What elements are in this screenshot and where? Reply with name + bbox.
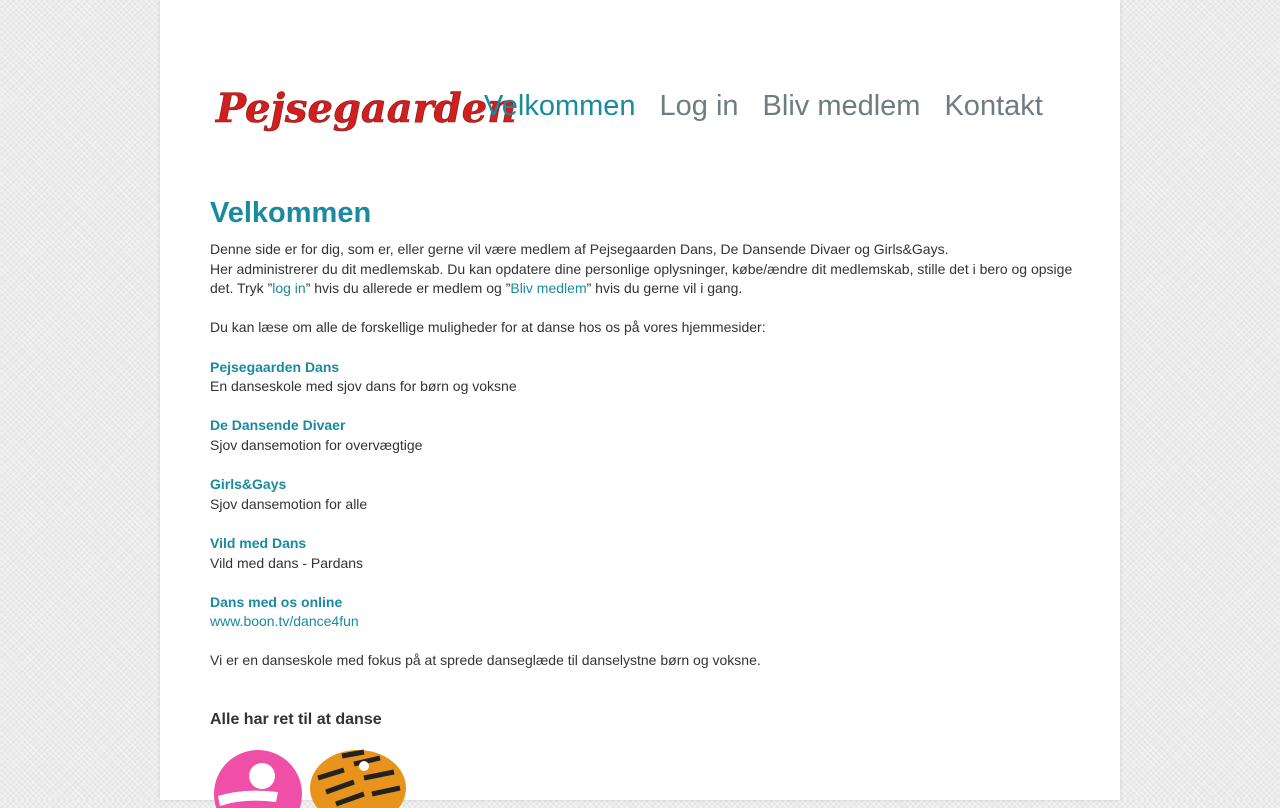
section-vild-med-dans xyxy=(210,534,1080,573)
boon-tv-link[interactable]: www.boon.tv/dance4fun xyxy=(210,613,359,630)
login-link[interactable]: log in xyxy=(272,280,306,297)
section-de-dansende-divaer xyxy=(210,416,1080,455)
section-description: Sjov dansemotion for alle xyxy=(210,495,368,512)
closing-text: Vi er en danseskole med fokus på at sprede dansеglæde til danselystne børn og voksne. xyxy=(210,652,761,669)
site-header xyxy=(160,0,1120,170)
nav-log-in[interactable]: Log in xyxy=(659,90,739,122)
intro-end: ” hvis du gerne vil i gang. xyxy=(586,280,743,297)
intro-mid: ” hvis du allerede er medlem og ” xyxy=(305,280,511,297)
section-description: En danseskole med sjov dans for børn og voksne xyxy=(210,378,517,395)
intro-paragraph xyxy=(210,240,1080,299)
partner-logos xyxy=(214,748,414,808)
section-pejsegaarden-dans xyxy=(210,358,1080,397)
section-description: Vild med dans - Pardans xyxy=(210,554,364,571)
main-nav xyxy=(484,88,1043,124)
section-dans-med-os-online xyxy=(210,593,1080,632)
intro-line-1: Denne side er for dig, som er, eller gerne vil være medlem af Pejsegaarden Dans, De Dansende Divaer og Girls&Gays. xyxy=(210,241,949,257)
page-container xyxy=(160,0,1120,800)
logo-text: Pejsegaarden xyxy=(216,85,517,132)
section-title-link[interactable]: Pejsegaarden Dans xyxy=(210,358,340,375)
section-description: Sjov dansemotion for overvægtige xyxy=(210,436,423,453)
pink-dancer-logo[interactable] xyxy=(214,750,302,808)
section-title-link[interactable]: Girls&Gays xyxy=(210,476,287,493)
pejsegaarden-logo[interactable] xyxy=(214,80,517,132)
nav-velkommen[interactable]: Velkommen xyxy=(484,90,636,122)
page-title: Velkommen xyxy=(210,197,372,229)
join-link[interactable]: Bliv medlem xyxy=(510,280,587,297)
read-more-text: Du kan læse om alle de forskellige muligheder for at danse hos os på vores hjemmesider: xyxy=(210,319,766,336)
section-title-link[interactable]: Vild med Dans xyxy=(210,534,307,551)
section-girls-gays xyxy=(210,475,1080,514)
main-content xyxy=(210,196,1080,731)
tiger-logo[interactable] xyxy=(310,750,406,808)
nav-kontakt[interactable]: Kontakt xyxy=(944,90,1043,122)
subheading: Alle har ret til at danse xyxy=(210,711,382,729)
intro-line-2: Her administrerer du dit medlemskab. Du kan opdatere dine personlige oplysninger, købe/ændre dit medlemskab, stille det i bero og opsige det. Tryk ” xyxy=(210,260,1073,297)
nav-bliv-medlem[interactable]: Bliv medlem xyxy=(762,90,921,122)
section-title-link[interactable]: Dans med os online xyxy=(210,593,343,610)
section-title-link[interactable]: De Dansende Divaer xyxy=(210,417,346,434)
